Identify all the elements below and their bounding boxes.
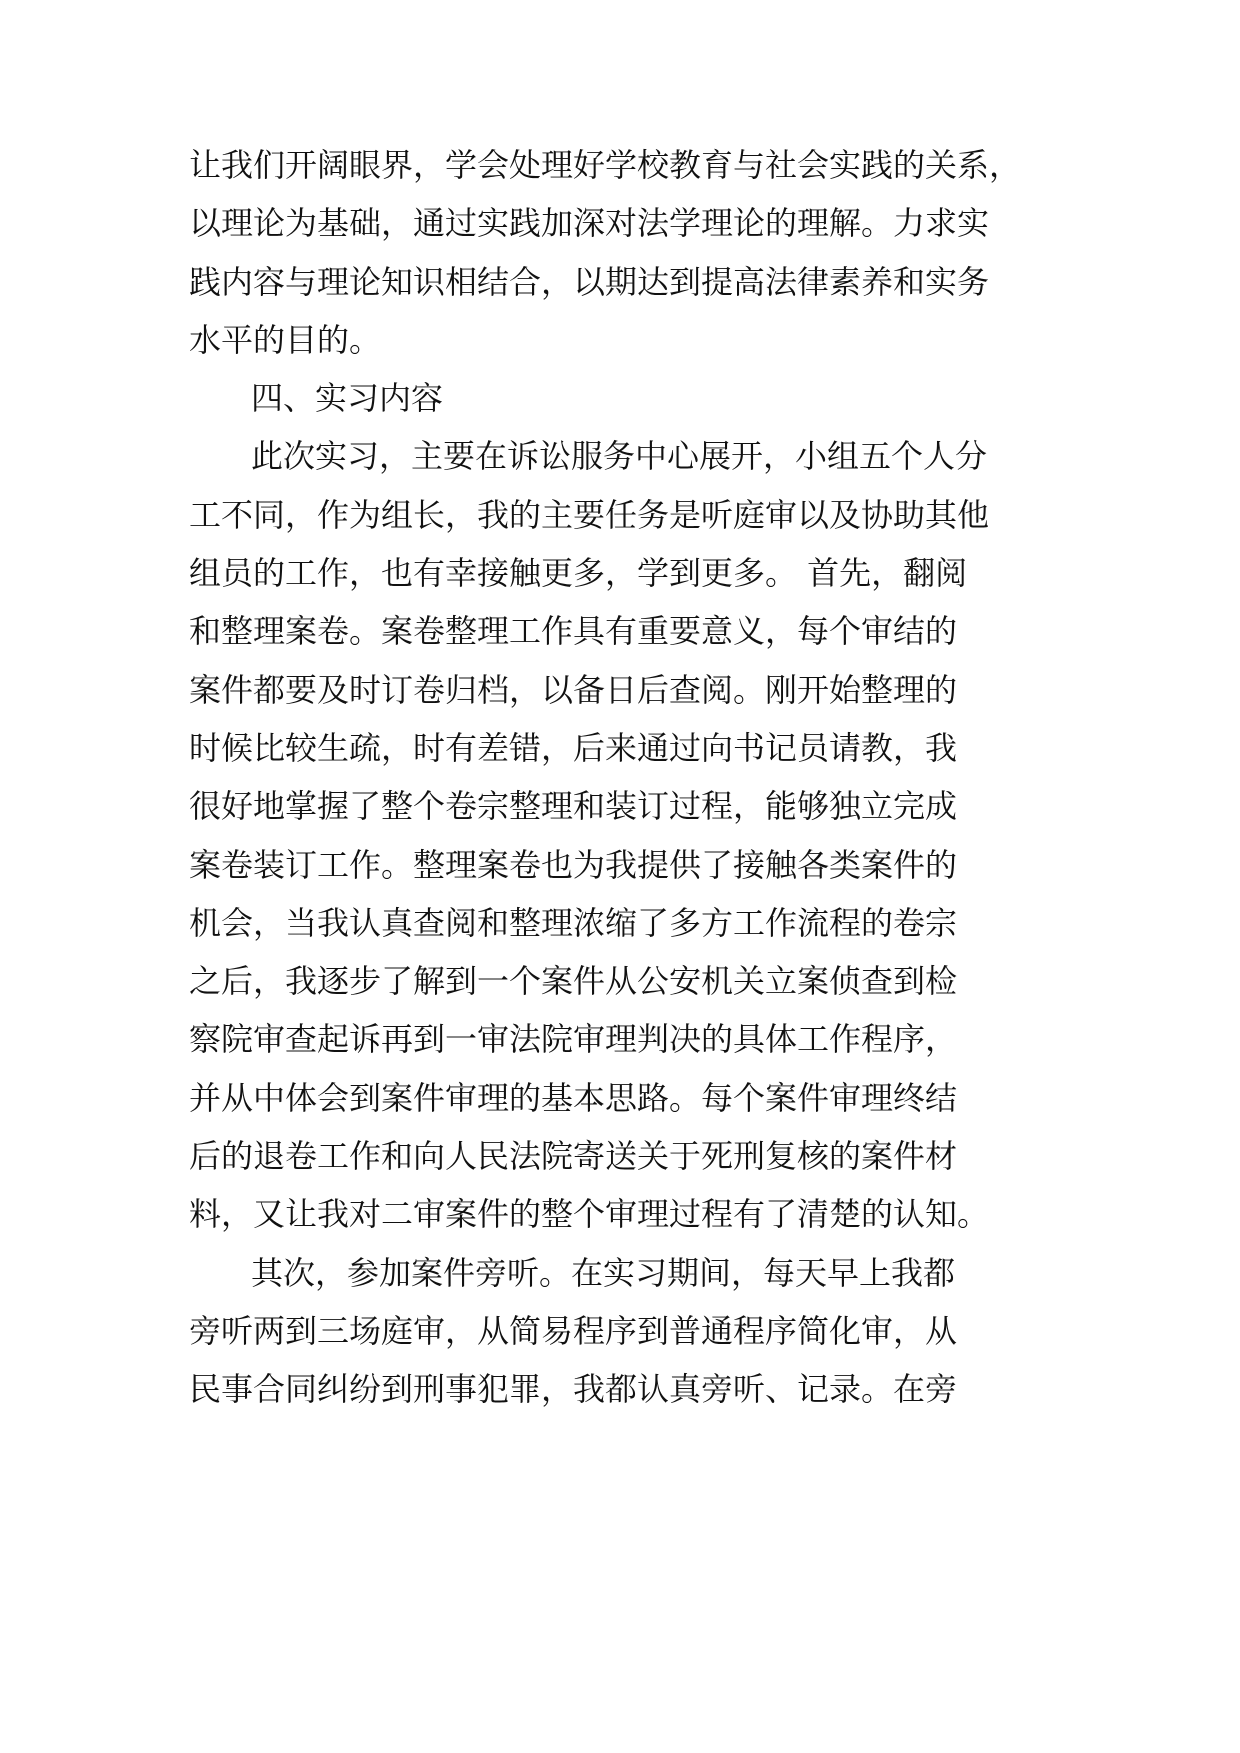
text-line: 旁听两到三场庭审，从简易程序到普通程序简化审，从 bbox=[189, 1311, 958, 1350]
text-line: 察院审查起诉再到一审法院审理判决的具体工作程序， bbox=[189, 1020, 958, 1059]
text-line: 此次实习，主要在诉讼服务中心展开，小组五个人分 bbox=[251, 437, 988, 476]
text-line: 和整理案卷。案卷整理工作具有重要意义，每个审结的 bbox=[189, 612, 958, 651]
text-line: 料，又让我对二审案件的整个审理过程有了清楚的认知。 bbox=[189, 1195, 990, 1234]
text-line: 之后，我逐步了解到一个案件从公安机关立案侦查到检 bbox=[189, 962, 958, 1001]
text-line: 很好地掌握了整个卷宗整理和装订过程，能够独立完成 bbox=[189, 787, 958, 826]
text-line: 以理论为基础，通过实践加深对法学理论的理解。力求实 bbox=[189, 204, 990, 243]
text-line: 组员的工作，也有幸接触更多，学到更多。 首先，翻阅 bbox=[189, 554, 968, 593]
section-heading: 四、实习内容 bbox=[251, 379, 444, 418]
text-line: 时候比较生疏，时有差错，后来通过向书记员请教，我 bbox=[189, 728, 958, 767]
text-line: 其次，参加案件旁听。在实习期间，每天早上我都 bbox=[251, 1253, 956, 1292]
text-line: 践内容与理论知识相结合，以期达到提高法律素养和实务 bbox=[189, 262, 990, 301]
text-line: 水平的目的。 bbox=[189, 320, 382, 359]
text-line: 案件都要及时订卷归档，以备日后查阅。刚开始整理的 bbox=[189, 670, 958, 709]
text-line: 后的退卷工作和向人民法院寄送关于死刑复核的案件材 bbox=[189, 1137, 958, 1176]
text-line: 并从中体会到案件审理的基本思路。每个案件审理终结 bbox=[189, 1078, 958, 1117]
text-line: 民事合同纠纷到刑事犯罪，我都认真旁听、记录。在旁 bbox=[189, 1370, 958, 1409]
body-text bbox=[189, 136, 1022, 1419]
text-line: 工不同，作为组长，我的主要任务是听庭审以及协助其他 bbox=[189, 495, 990, 534]
text-line: 案卷装订工作。整理案卷也为我提供了接触各类案件的 bbox=[189, 845, 958, 884]
text-line: 让我们开阔眼界，学会处理好学校教育与社会实践的关系， bbox=[189, 146, 1022, 184]
text-line: 机会，当我认真查阅和整理浓缩了多方工作流程的卷宗 bbox=[189, 903, 958, 942]
